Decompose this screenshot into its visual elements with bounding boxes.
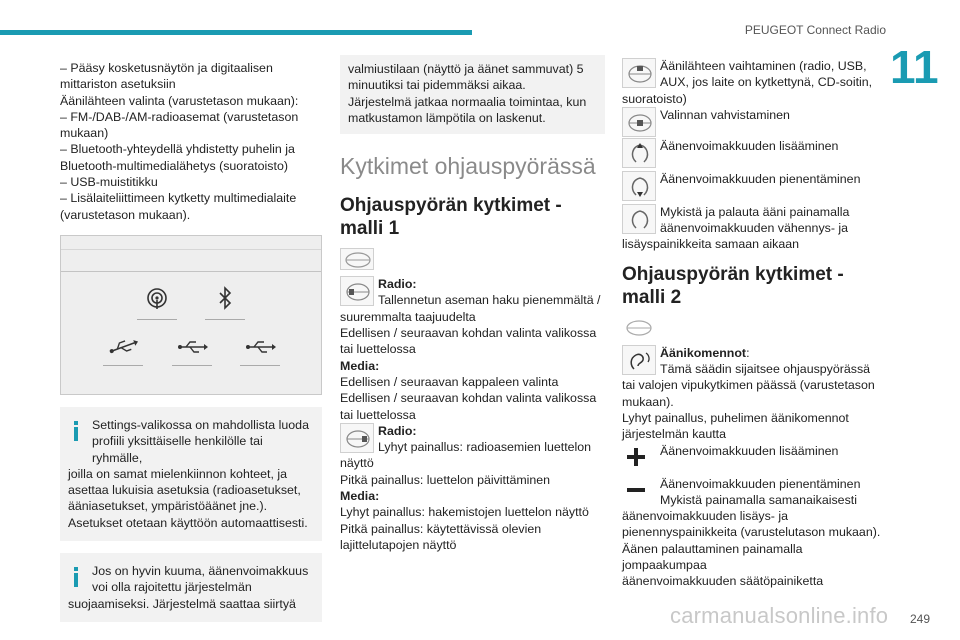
text-line: äänenvoimakkuuden säätöpainiketta	[622, 574, 824, 589]
watermark: carmanualsonline.info	[670, 603, 889, 628]
info-icon	[72, 567, 80, 587]
text-line: Settings-valikossa on mahdollista luoda	[92, 417, 309, 432]
info-icon	[72, 421, 80, 441]
text-line: voi olla rajoitettu järjestelmän	[92, 580, 252, 595]
text-line: tai valojen vipukytkimen päässä (varustetason	[622, 378, 875, 393]
info-box-heat	[60, 553, 322, 622]
text-line: Mykistä painamalla samanaikaisesti	[660, 492, 857, 507]
text-line: Lyhyt painallus: hakemistojen luettelon näyttö	[340, 505, 589, 520]
text-line: järjestelmän kautta	[622, 427, 726, 442]
voice-command-icon	[622, 345, 656, 375]
column-2	[340, 55, 605, 553]
text-line: – FM-/DAB-/AM-radioasemat (varustetason	[60, 109, 299, 124]
text-line: – USB-muistitikku	[60, 175, 158, 190]
text-line: Lyhyt painallus, puhelimen äänikomennot	[622, 410, 849, 425]
bluetooth-icon	[205, 286, 245, 320]
text-line: Edellisen / seuraavan kappaleen valinta	[340, 374, 559, 389]
text-line: asettaa lukuisia asetuksia (radioasetukset,	[68, 483, 301, 498]
subsection-title: Ohjauspyörän kytkimet - malli 1	[340, 195, 562, 240]
text-line: äänenvoimakkuuden vähennys- ja	[660, 221, 849, 236]
plus-icon	[622, 443, 656, 471]
text-line: matkustamon lämpötila on laskenut.	[348, 110, 546, 125]
subsection-title: Ohjauspyörän kytkimet - malli 2	[622, 263, 844, 308]
entry-radio-1	[340, 276, 605, 423]
text-line: Äänenvoimakkuuden pienentäminen	[660, 171, 861, 186]
steering-wheel-icon	[622, 317, 656, 339]
label-radio: Radio:	[378, 277, 417, 292]
text-line: suuremmalta taajuudelta	[340, 309, 476, 324]
text-line: Edellisen / seuraavan kohdan valinta valikossa	[340, 391, 597, 406]
wireless-charging-icon	[137, 286, 177, 320]
media-ports-illustration	[60, 235, 322, 395]
volume-thumbwheel-up-icon	[622, 138, 656, 168]
entry-volume-down	[622, 171, 887, 204]
text-line: joilla on samat mielenkiinnon kohteet, ja	[68, 466, 288, 481]
text-line: Äänen palauttaminen painamalla jompaakumpaa	[622, 541, 803, 573]
text-line: Edellisen / seuraavan kohdan valinta valikossa	[340, 326, 597, 341]
text-line: Äänilähteen vaihtaminen (radio, USB,	[660, 59, 867, 73]
text-line: mittariston asetuksiin	[60, 77, 176, 92]
text-line: lajittelutapojen näyttö	[340, 537, 457, 552]
text-line: Äänenvoimakkuuden pienentäminen	[660, 476, 861, 491]
entry-radio-2	[340, 423, 605, 553]
volume-thumbwheel-mute-icon	[622, 204, 656, 234]
text-line: näyttö	[340, 456, 374, 471]
minus-icon	[622, 476, 656, 504]
running-header: PEUGEOT Connect Radio	[744, 23, 886, 37]
text-line: Järjestelmä jatkaa normaalia toimintaa, kun	[348, 94, 587, 109]
info-box-continued	[340, 55, 605, 134]
steering-wheel-icon	[340, 248, 374, 270]
text-line: Asetukset otetaan käyttöön automaattisesti.	[68, 515, 308, 530]
text-line: Äänenvoimakkuuden lisääminen	[660, 443, 839, 458]
text-line: Äänenvoimakkuuden lisääminen	[660, 138, 839, 153]
text-line: Pitkä painallus: käytettävissä olevien	[340, 521, 542, 536]
volume-thumbwheel-down-icon	[622, 171, 656, 201]
text-line: mukaan).	[622, 394, 674, 409]
label-media: Media:	[340, 489, 380, 504]
text-line: pienennyspainikkeita (varustelutason mukaan).	[622, 525, 881, 540]
text-line: suoratoisto)	[622, 91, 687, 106]
usb-icon	[103, 332, 143, 366]
chapter-number: 11	[890, 41, 939, 93]
text-line: Tallennetun aseman haku pienemmältä /	[378, 293, 601, 308]
entry-volume-up	[622, 138, 887, 171]
text-line: Lyhyt painallus: radioasemien luettelon	[378, 440, 592, 455]
entry-confirm	[622, 107, 887, 138]
text-line: suojaamiseksi. Järjestelmä saattaa siirtyä	[68, 596, 296, 611]
entry-plus	[622, 443, 887, 476]
column-1	[60, 60, 322, 622]
text-line: valmiustilaan (näyttö ja äänet sammuvat) 5	[348, 62, 584, 76]
entry-minus	[622, 476, 887, 590]
text-line: Bluetooth-multimedialähetys (suoratoisto)	[60, 158, 288, 173]
usb-icon	[172, 332, 212, 366]
text-line: – Bluetooth-yhteydellä yhdistetty puhelin ja	[60, 142, 295, 157]
text-line: AUX, jos laite on kytkettynä, CD-soitin,	[660, 75, 873, 90]
label-media: Media:	[340, 358, 380, 373]
text-line: – Pääsy kosketusnäytön ja digitaalisen	[60, 61, 273, 75]
header-accent-bar	[0, 30, 472, 35]
text-line: Tämä säädin sijaitsee ohjauspyörässä	[660, 362, 871, 377]
text-line: – Lisälaiteliittimeen kytketty multimedialaite	[60, 191, 297, 206]
text-line: lisäyspainikkeita samaan aikaan	[622, 237, 800, 252]
text-line: minuutiksi tai pidemmäksi aikaa.	[348, 78, 526, 93]
text-line: ääniasetukset, ympäristöäänet jne.).	[68, 499, 268, 514]
steering-switch-icon	[622, 107, 656, 137]
entry-source	[622, 58, 887, 107]
text-line: tai luettelossa	[340, 342, 416, 357]
text-line: Äänilähteen valinta (varustetason mukaan):	[60, 93, 299, 108]
text-line: Jos on hyvin kuuma, äänenvoimakkuus	[92, 564, 309, 579]
steering-switch-icon	[622, 58, 656, 88]
text-line: Valinnan vahvistaminen	[660, 107, 790, 122]
section-title: Kytkimet ohjauspyörässä	[340, 153, 596, 180]
usb-icon	[240, 332, 280, 366]
text-line: Mykistä ja palauta ääni painamalla	[660, 204, 850, 219]
text-line: äänenvoimakkuuden lisäys- ja	[622, 509, 788, 524]
label-radio: Radio:	[378, 423, 417, 438]
text-line: (varustetason mukaan).	[60, 207, 191, 222]
text-line: tai luettelossa	[340, 407, 416, 422]
column-3	[622, 58, 887, 590]
entry-voice-commands: Äänikomennot: Tämä säädin sijaitsee ohjauspyörässä tai valojen vipukytkimen päässä (varustetason mukaan). Lyhyt painallus, puhelimen äänikomennot järjestelmän kautta	[622, 345, 887, 443]
text-line: profiili yksittäiselle henkilölle tai ryhmälle,	[92, 434, 263, 465]
info-box-profiles	[60, 407, 322, 541]
steering-switch-icon	[340, 423, 374, 453]
label-voice-commands: Äänikomennot	[660, 345, 747, 360]
text-line: Pitkä painallus: luettelon päivittäminen	[340, 472, 551, 487]
text-line: mukaan)	[60, 126, 109, 141]
entry-mute	[622, 204, 887, 253]
steering-switch-icon	[340, 276, 374, 306]
page-number: 249	[909, 612, 930, 626]
